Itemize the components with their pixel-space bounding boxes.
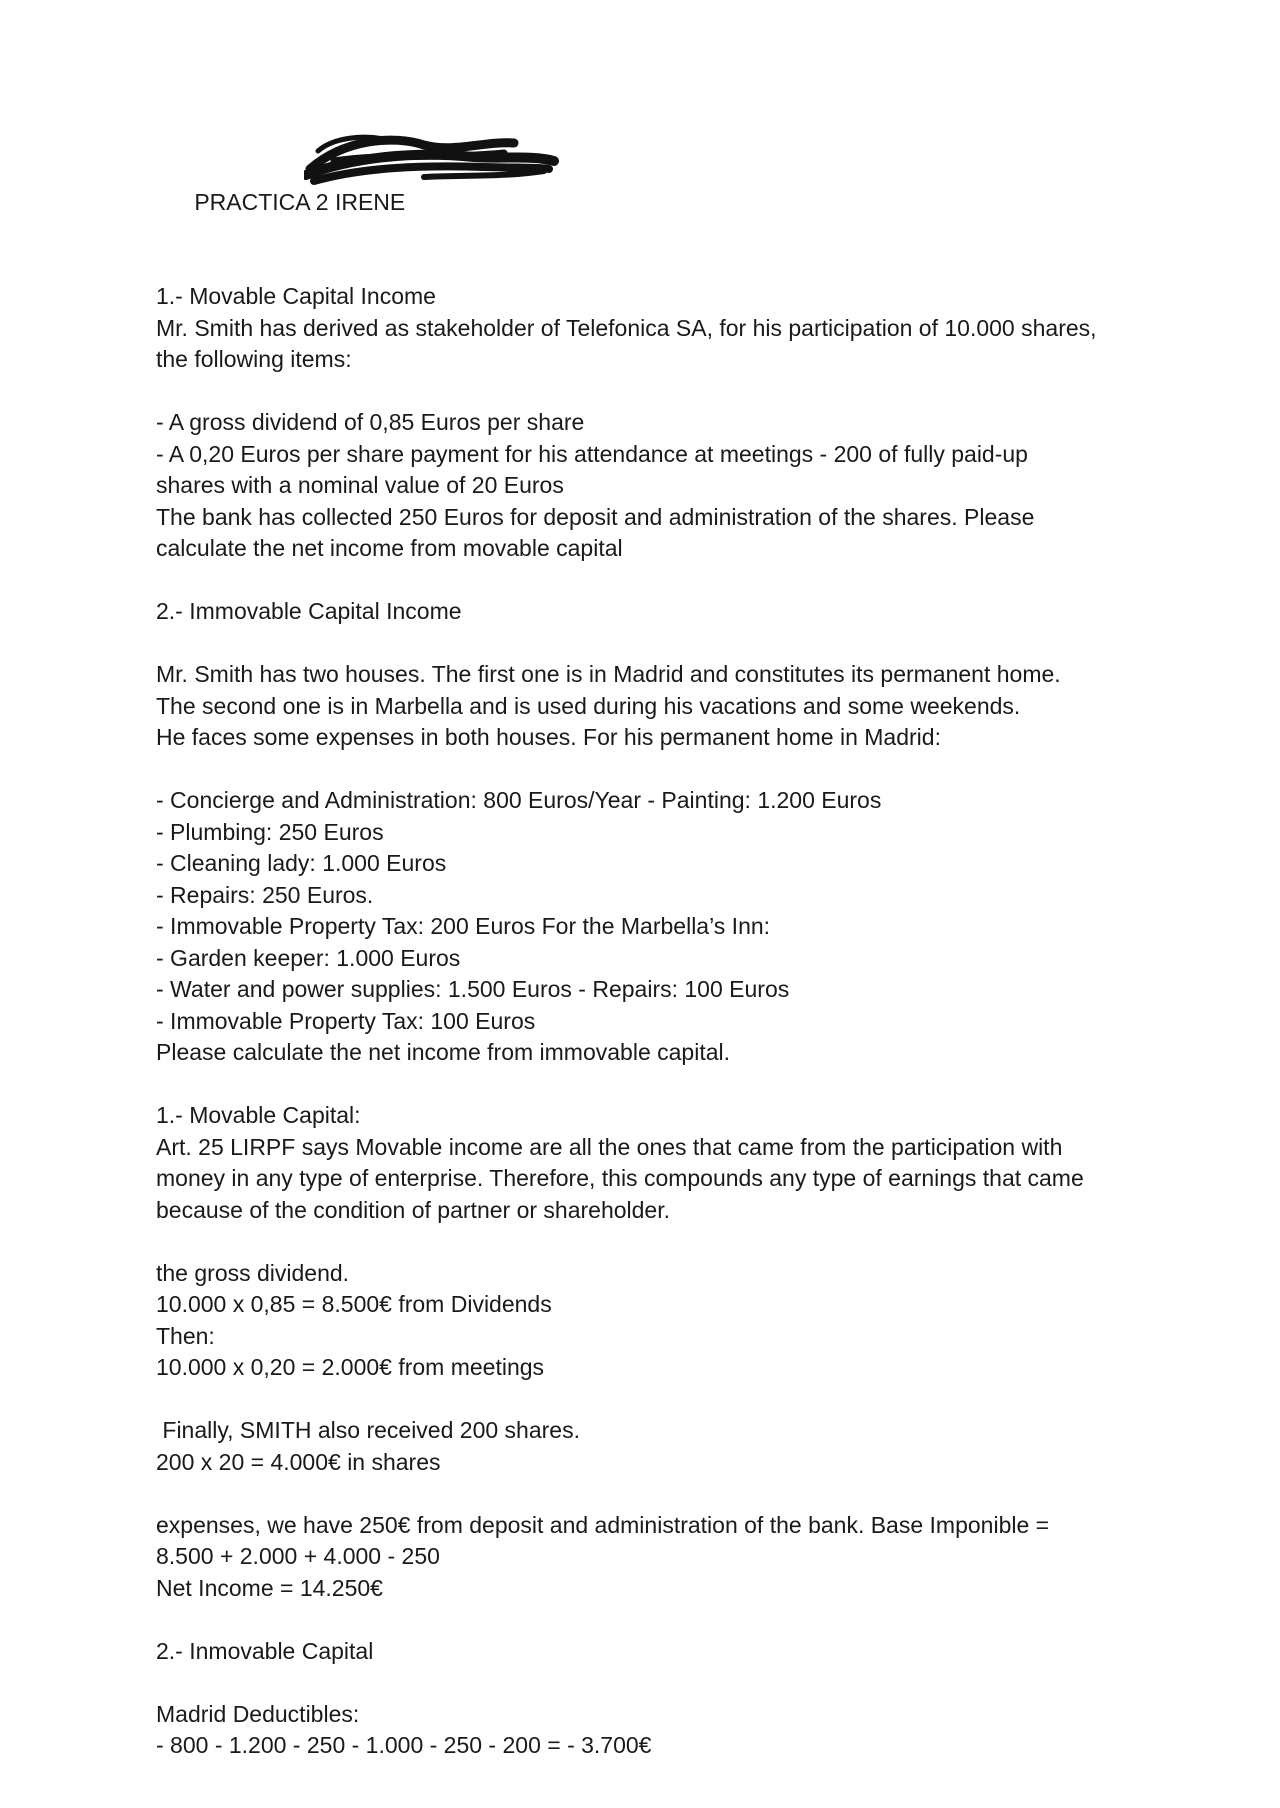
blank-line: [156, 376, 1156, 408]
text-line: - Repairs: 250 Euros.: [156, 881, 374, 908]
text-line: The bank has collected 250 Euros for deposit and administration of the shares. Please: [156, 503, 1035, 530]
text-line: 2.- Inmovable Capital: [156, 1637, 374, 1664]
text-line: - Water and power supplies: 1.500 Euros - Repairs: 100 Euros: [156, 976, 790, 1002]
text-line: He faces some expenses in both houses. For his permanent home in Madrid:: [156, 724, 941, 750]
text-line: expenses, we have 250€ from deposit and administration of the bank. Base Imponible =: [156, 1511, 1050, 1538]
blank-line: [156, 1478, 1156, 1510]
text-line: 200 x 20 = 4.000€ in shares: [156, 1448, 441, 1475]
text-line: Madrid Deductibles:: [156, 1700, 360, 1727]
text-line: 10.000 x 0,20 = 2.000€ from meetings: [156, 1354, 545, 1380]
blank-line: [156, 1667, 1156, 1699]
text-line: shares with a nominal value of 20 Euros: [156, 472, 564, 498]
text-line: - Plumbing: 250 Euros: [156, 818, 384, 845]
text-line: 8.500 + 2.000 + 4.000 - 250: [156, 1543, 440, 1569]
text-line: - Cleaning lady: 1.000 Euros: [156, 850, 447, 876]
text-line: Then:: [156, 1322, 215, 1349]
text-line: - Concierge and Administration: 800 Euros/Year - Painting: 1.200 Euros: [156, 787, 882, 813]
document-lines: [156, 281, 1156, 1762]
blank-line: [156, 754, 1156, 786]
text-line: - Immovable Property Tax: 200 Euros For the Marbella’s Inn:: [156, 913, 771, 939]
text-line: The second one is in Marbella and is used during his vacations and some weekends.: [156, 692, 1021, 719]
text-line: because of the condition of partner or shareholder.: [156, 1196, 671, 1223]
blank-line: [156, 1604, 1156, 1636]
text-line: Mr. Smith has two houses. The first one is in Madrid and constitutes its permanent home.: [156, 661, 1061, 687]
text-line: 10.000 x 0,85 = 8.500€ from Dividends: [156, 1291, 552, 1317]
document-title: PRACTICA 2 IRENE: [194, 188, 406, 215]
document-body: [156, 155, 1156, 1762]
text-line: Please calculate the net income from immovable capital.: [156, 1039, 731, 1065]
text-line: - Immovable Property Tax: 100 Euros: [156, 1007, 536, 1034]
text-line: Art. 25 LIRPF says Movable income are all the ones that came from the participation with: [156, 1133, 1063, 1160]
text-line: - 800 - 1.200 - 250 - 1.000 - 250 - 200 = - 3.700€: [156, 1732, 652, 1758]
blank-line: [156, 1384, 1156, 1416]
text-line: - A 0,20 Euros per share payment for his attendance at meetings - 200 of fully paid-up: [156, 440, 1028, 467]
blank-line: [156, 628, 1156, 660]
text-line: calculate the net income from movable capital: [156, 535, 623, 561]
blank-line: [156, 565, 1156, 597]
blank-line: [156, 1226, 1156, 1258]
text-line: 1.- Movable Capital:: [156, 1102, 361, 1128]
document-title-line: [156, 155, 1156, 281]
text-line: 2.- Immovable Capital Income: [156, 598, 462, 624]
text-line: the following items:: [156, 346, 352, 372]
blank-line: [156, 1069, 1156, 1101]
text-line: - Garden keeper: 1.000 Euros: [156, 944, 461, 971]
text-line: money in any type of enterprise. Therefore, this compounds any type of earnings that came: [156, 1165, 1084, 1191]
text-line: the gross dividend.: [156, 1259, 350, 1286]
redaction-scribble: [304, 131, 564, 191]
text-line: 1.- Movable Capital Income: [156, 283, 436, 309]
text-line: - A gross dividend of 0,85 Euros per share: [156, 409, 585, 435]
text-line: Finally, SMITH also received 200 shares.: [156, 1417, 580, 1443]
text-line: Net Income = 14.250€: [156, 1574, 383, 1601]
text-line: Mr. Smith has derived as stakeholder of Telefonica SA, for his participation of 10.000 shares,: [156, 314, 1097, 341]
